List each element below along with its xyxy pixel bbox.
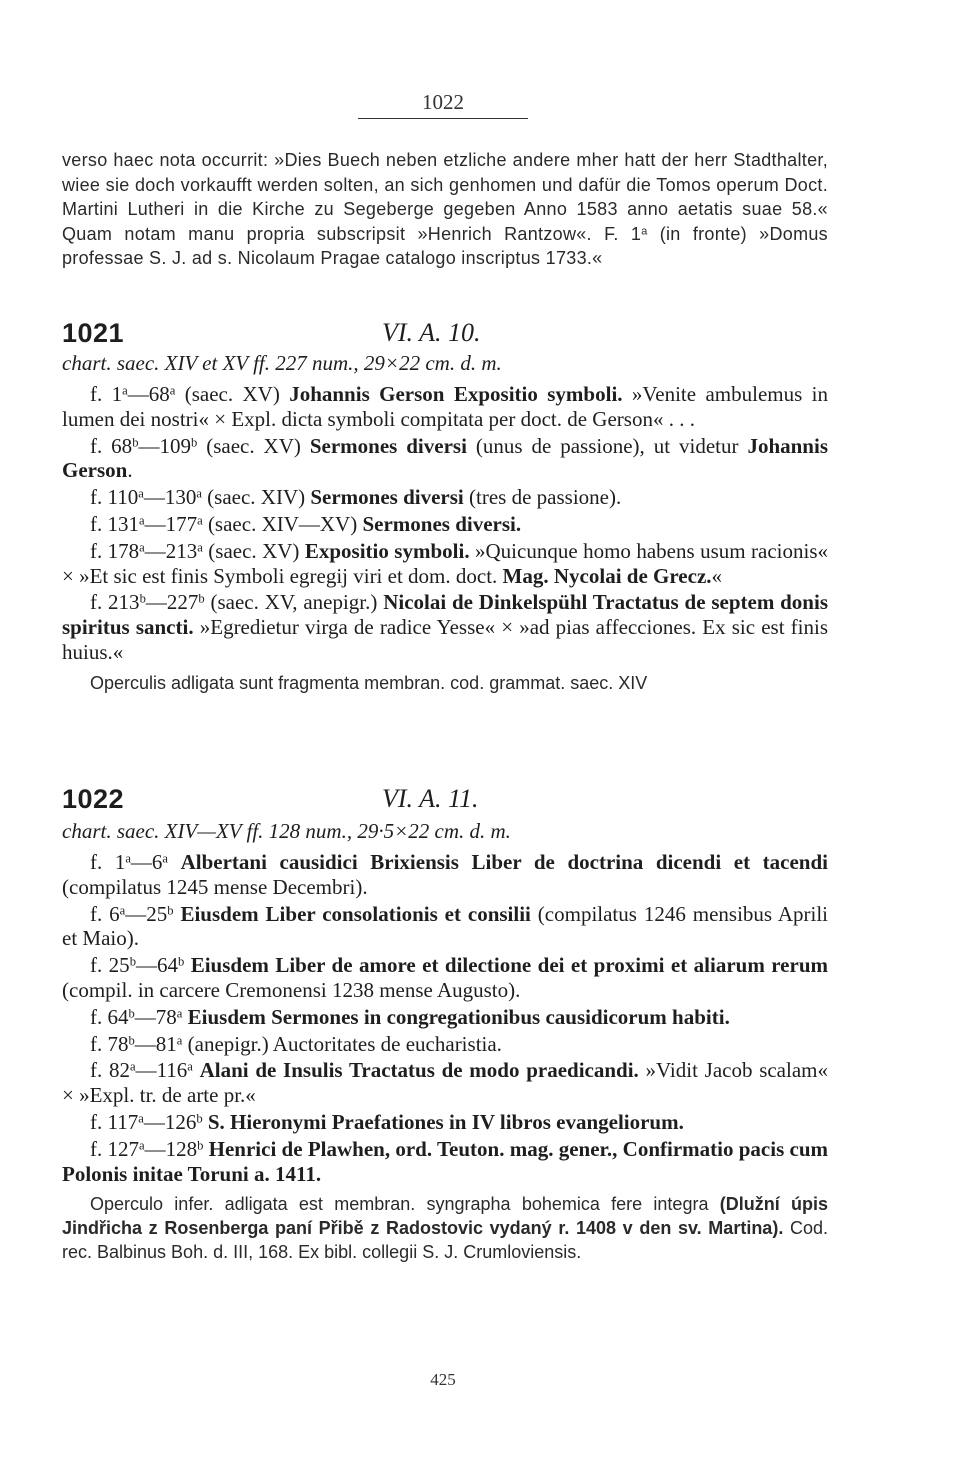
folio-side-superscript: a — [197, 540, 203, 555]
content-item — [62, 1110, 828, 1135]
folio-side-superscript: a — [129, 1060, 136, 1075]
title-text: Johannis Gerson Expositio symboli. — [289, 382, 623, 406]
folio-side-superscript: b — [197, 1138, 204, 1153]
text-run: (compilatus 1245 mense Decembri). — [62, 874, 368, 899]
text-run: —128 — [144, 1136, 198, 1161]
title-text: Mag. Nycolai de Grecz. — [502, 563, 712, 588]
content-item — [62, 902, 828, 952]
binding-note — [62, 1192, 828, 1264]
folio-side-superscript: b — [128, 1033, 135, 1048]
folio-side-superscript: a — [122, 383, 128, 398]
text-run: —109 — [138, 433, 191, 458]
folio-side-superscript: b — [177, 954, 185, 969]
text-run: »Venite ambulemus in lumen dei nostri« × Expl. dicta symboli compitata per doct. de Gerson« . . . — [62, 382, 828, 431]
entry-header — [62, 784, 828, 820]
content-item — [62, 850, 828, 900]
folio-side-superscript: b — [198, 592, 205, 607]
text-run: Cod. rec. Balbinus Boh. d. III, 168. Ex bibl. collegii S. J. Crumloviensis. — [62, 1218, 828, 1263]
folio-side-superscript: b — [132, 435, 139, 450]
title-text: Nicolai de Dinkelspühl Tractatus de septem donis spiritus sancti. — [62, 590, 828, 640]
folio-side-superscript: a — [169, 383, 176, 398]
text-run: (unus de passione), ut videtur — [466, 433, 748, 458]
folio-side-superscript: b — [128, 1006, 135, 1021]
text-run: »Egredietur virga de radice Yesse« × »ad pias affecciones. Ex sic est finis huius.« — [62, 615, 829, 664]
text-run: f. 6 — [90, 901, 120, 926]
title-text: Sermones diversi — [310, 485, 464, 510]
text-run: (saec. XV, anepigr.) — [204, 590, 384, 615]
text-run: (compil. in carcere Cremonensi 1238 mense Augusto). — [62, 977, 521, 1002]
title-text: (Dlužní úpis Jindřicha z Rosenberga paní Přibě z Radostovic vydaný r. 1408 v den sv. Martina). — [62, 1194, 828, 1239]
folio-side-superscript: a — [139, 1138, 145, 1153]
folio-side-superscript: a — [176, 1006, 183, 1021]
text-run: (in fronte) »Domus professae S. J. ad s. Nicolaum Pragae catalogo inscriptus 1733.« — [62, 223, 828, 269]
content-item — [62, 590, 828, 664]
text-run — [193, 1058, 200, 1082]
manuscript-description: chart. saec. XIV et XV ff. 227 num., 29×22 cm. d. m. — [62, 351, 502, 375]
text-run: —25 — [125, 901, 168, 926]
title-text: Sermones diversi. — [362, 511, 522, 536]
folio-side-superscript: a — [138, 1111, 144, 1126]
folio-side-superscript: b — [190, 435, 198, 450]
folio-side-superscript: b — [129, 954, 136, 969]
text-run: verso haec nota occurrit: »Dies Buech neben etzliche andere mher hatt der herr Stadthalter, wiee sie doch vorkaufft werden solten, an sich genhomen und dafür die Tomos operum Doct. Martini Lutheri in die Kirche zu Segeberge gegeben Anno 1583 anno aetatis suae 58.« Quam notam manu propria subscripsit »Henrich Rantzow«. F. 1 — [62, 150, 828, 244]
folio-side-superscript: a — [187, 1060, 193, 1075]
binding-note — [62, 671, 828, 695]
text-run: (tres de passione). — [463, 485, 622, 510]
entry-number: 1022 — [62, 784, 125, 814]
text-run: —64 — [135, 953, 178, 978]
page-number-top: 1022 — [422, 90, 464, 114]
text-run: (compilatus 1246 mensibus Aprili et Maio). — [62, 901, 828, 951]
item-list — [62, 850, 828, 1186]
page-number-bottom: 425 — [430, 1370, 456, 1389]
text-run: —177 — [144, 511, 198, 536]
text-run: —116 — [135, 1058, 188, 1083]
text-run: f. 68 — [90, 433, 133, 458]
text-run: f. 178 — [90, 538, 140, 563]
text-run: »Vidit Jacob scalam« × »Expl. tr. de arte pr.« — [62, 1058, 828, 1108]
content-item — [62, 1032, 828, 1057]
text-run: f. 110 — [90, 485, 139, 510]
text-run: f. 82 — [90, 1058, 130, 1083]
entry-1022 — [62, 784, 828, 1264]
entry-number: 1021 — [62, 318, 125, 348]
text-run: —78 — [134, 1004, 177, 1029]
folio-side-superscript: b — [167, 903, 174, 918]
folio-side-superscript: b — [196, 1111, 203, 1126]
text-run: »Quicunque homo habens usum racionis« × »Et sic est finis Symboli egregij viri et dom. doct. — [62, 538, 828, 588]
item-list — [62, 382, 828, 665]
title-text: Henrici de Plawhen, ord. Teuton. mag. gener., Confirmatio pacis cum Polonis initae Toruni a. 1411. — [62, 1136, 829, 1186]
shelf-signature: VI. A. 11. — [382, 784, 479, 813]
title-text: S. Hieronymi Praefationes in IV libros evangeliorum. — [207, 1109, 684, 1134]
folio-side-superscript: a — [119, 903, 126, 918]
text-run: f. 64 — [90, 1004, 129, 1029]
title-text: Albertani causidici Brixiensis Liber de doctrina dicendi et tacendi — [180, 850, 828, 874]
entry-header — [62, 318, 828, 354]
text-run: (saec. XV) — [175, 382, 290, 406]
text-run: Operculo infer. adligata est membran. syngrapha bohemica fere integra — [90, 1194, 720, 1215]
text-run: (anepigr.) Auctoritates de eucharistia. — [182, 1031, 502, 1056]
text-run: —130 — [143, 485, 197, 510]
title-text: Eiusdem Liber de amore et dilectione dei et proximi et aliarum rerum — [190, 953, 828, 978]
header-rule — [358, 118, 528, 119]
content-item — [62, 1005, 828, 1030]
folio-side-superscript: a — [125, 851, 131, 866]
folio-side-superscript: a — [162, 851, 169, 866]
entry-1021 — [62, 318, 828, 695]
folio-side-superscript: a — [139, 540, 145, 555]
manuscript-description: chart. saec. XIV—XV ff. 128 num., 29·5×22 cm. d. m. — [62, 819, 511, 843]
text-run: « — [711, 563, 723, 588]
text-run: . — [127, 458, 133, 483]
text-run: f. 117 — [90, 1109, 139, 1134]
text-run: —81 — [134, 1031, 177, 1056]
folio-side-superscript: b — [139, 592, 146, 607]
folio-side-superscript: a — [197, 513, 203, 528]
text-run: (saec. XIV) — [201, 485, 311, 510]
content-item — [62, 485, 828, 510]
text-run: —6 — [130, 850, 163, 874]
folio-side-superscript: a — [139, 513, 145, 528]
folio-side-superscript: a — [641, 225, 648, 238]
text-run: —68 — [127, 382, 170, 406]
text-run: f. 1 — [90, 382, 123, 406]
text-run: —213 — [144, 538, 198, 563]
text-run: f. 1 — [90, 850, 126, 874]
content-item — [62, 512, 828, 537]
title-text: Alani de Insulis Tractatus de modo praedicandi. — [199, 1058, 639, 1083]
content-item — [62, 382, 828, 432]
text-run — [168, 850, 181, 874]
folio-side-superscript: a — [138, 486, 144, 501]
folio-side-superscript: a — [196, 486, 202, 501]
text-run: f. 25 — [90, 953, 130, 978]
content-item — [62, 1137, 828, 1187]
title-text: Expositio symboli. — [304, 538, 470, 563]
text-run: (saec. XIV—XV) — [202, 511, 363, 536]
text-run: —126 — [143, 1109, 197, 1134]
text-run: (saec. XV) — [202, 538, 305, 563]
content-item — [62, 434, 828, 484]
text-run: f. 213 — [90, 590, 140, 615]
intro-paragraph — [62, 148, 828, 271]
content-item — [62, 1058, 828, 1108]
title-text: Eiusdem Liber consolationis et consilii — [180, 901, 531, 926]
title-text: Sermones diversi — [309, 433, 467, 458]
text-run: f. 78 — [90, 1031, 129, 1056]
content-item — [62, 539, 828, 589]
title-text: Eiusdem Sermones in congregationibus causidicorum habiti. — [187, 1004, 730, 1029]
shelf-signature: VI. A. 10. — [382, 318, 481, 347]
text-run: —227 — [145, 590, 199, 615]
text-run: Operculis adligata sunt fragmenta membran. cod. grammat. saec. XIV — [90, 672, 648, 693]
title-text: Johannis Gerson — [62, 433, 828, 483]
folio-side-superscript: a — [176, 1033, 183, 1048]
text-run: f. 127 — [90, 1136, 139, 1161]
content-item — [62, 953, 828, 1003]
text-run: (saec. XV) — [197, 433, 310, 458]
text-run: f. 131 — [90, 511, 139, 536]
